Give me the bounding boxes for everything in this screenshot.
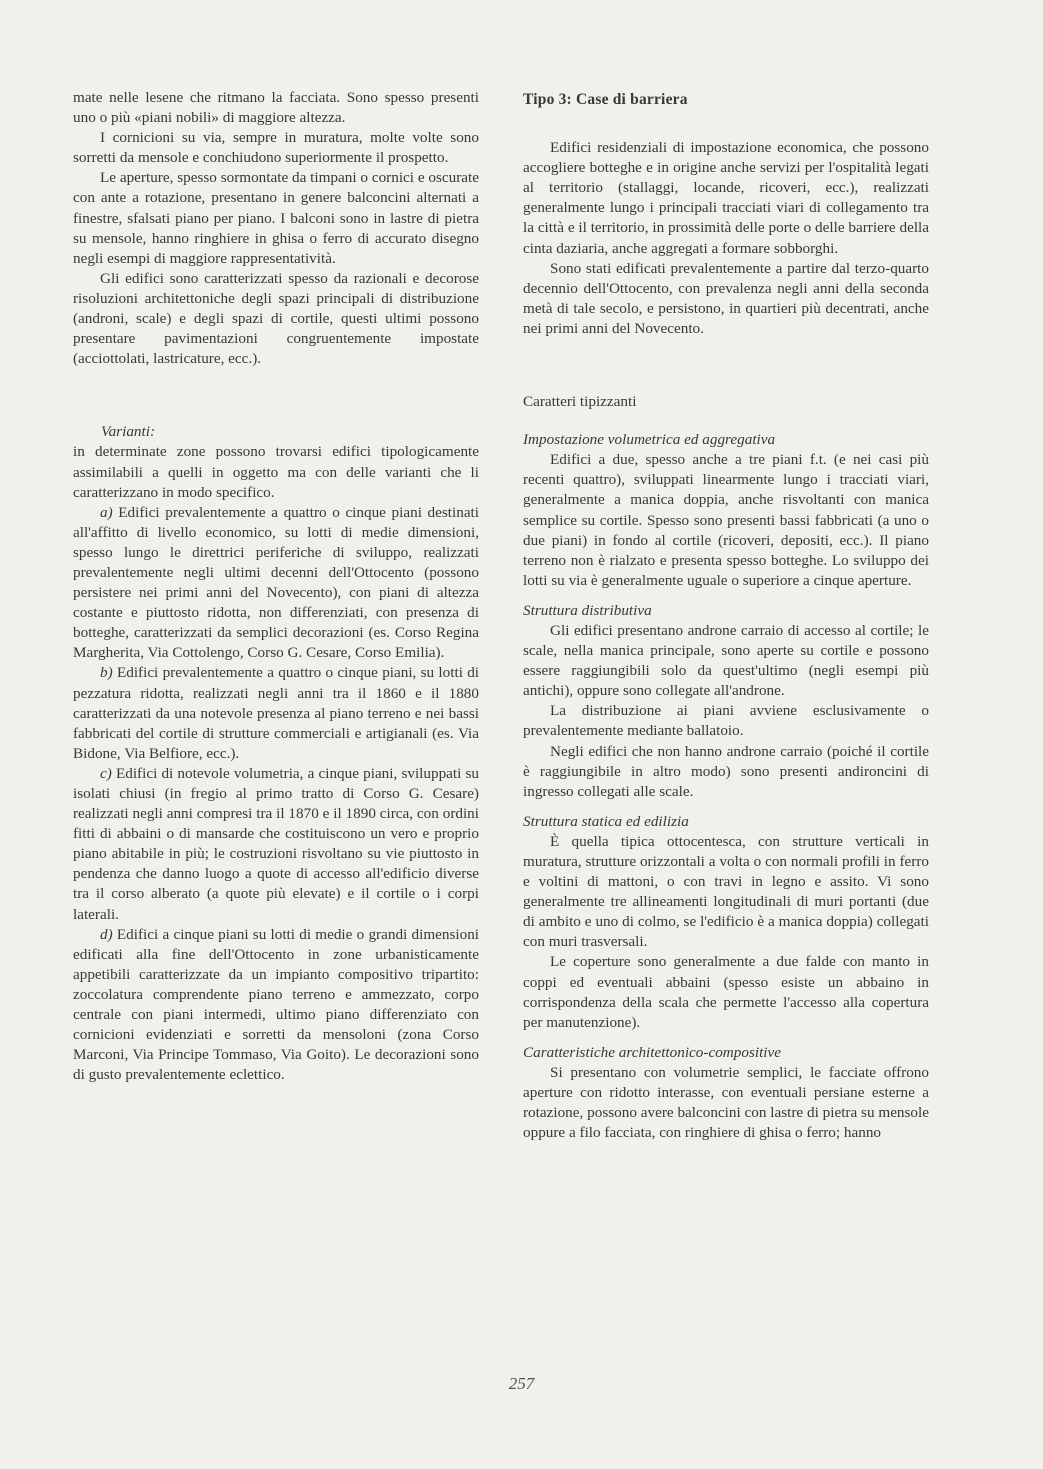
variant-c [73,764,479,925]
variant-label: c) [100,764,112,782]
spacer [73,369,479,422]
variant-a [73,503,479,664]
page-number: 257 [508,1374,535,1393]
subheading-distributiva: Struttura distributiva [523,601,652,619]
variant-text: Edifici di notevole volumetria, a cinque piani, sviluppati su isolati chiusi (in fregio al primo tratto di Corso G. Cesare) realizzati negli anni compresi tra il 1870 e il 1890 circa, con ordini fitti di abbaini o di mansarde che costituiscono un vero e proprio piano abitabile in più; le costruzioni risvoltano su vie piuttosto in pendenza che danno luogo a quote di accesso all'edificio diverse tra il corso alberato (a quote più elevate) e il cortile o i corpi laterali. [73,764,480,923]
spacer [523,591,929,601]
variant-d [73,925,479,1086]
paragraph: La distribuzione ai piani avviene esclusivamente o prevalentemente mediante ballatoio. [523,702,929,740]
variant-label: a) [100,503,113,521]
left-column [73,88,479,1085]
right-column [523,88,929,1143]
variant-label: b) [100,664,113,682]
paragraph: È quella tipica ottocentesca, con strutture verticali in muratura, strutture orizzontali a volta o con normali profili in ferro e voltini di mattoni, o con travi in legno e assito. Vi sono generalmente tre allineamenti longitudinali di muri portanti (due di ambito e uno di colmo, se l'edificio è a manica doppia) collegati con muri trasversali. [523,832,929,951]
paragraph: Negli edifici che non hanno androne carraio (poiché il cortile è raggiungibile in altro modo) sono presenti andironcini di ingresso collegati alle scale. [523,742,929,800]
varianti-heading: Varianti: [101,423,156,441]
paragraph: Le coperture sono generalmente a due falde con manto in coppi ed eventuali abbaini (spesso esiste un abbaino in corrispondenza della scala che permette l'accesso alla copertura per manutenzione). [523,953,929,1031]
spacer [523,1033,929,1043]
paragraph: Gli edifici presentano androne carraio di accesso al cortile; le scale, nella manica principale, sono aperte su cortile e possono essere raggiungibili solo da quest'ultimo (negli esempi più antichi), oppure sono collegate all'androne. [523,621,929,700]
spacer [523,110,929,138]
paragraph: Si presentano con volumetrie semplici, le facciate offrono aperture con ridotto interasse, con eventuali persiane esterne a rotazione, possono avere balconcini con lastre di pietra su mensole oppure a filo facciata, con ringhiere di ghisa o ferro; hanno [523,1063,929,1142]
paragraph: I cornicioni su via, sempre in muratura, molte volte sono sorretti da mensole e conchiudono superiormente il prospetto. [73,129,479,167]
paragraph: Gli edifici sono caratterizzati spesso da razionali e decorose risoluzioni architettoniche degli spazi principali di distribuzione (androni, scale) e degli spazi di cortile, questi ultimi possono presentare pavimentazioni congruentemente impostate (acciottolati, lastricature, ecc.). [73,269,479,368]
subheading-caratteristiche: Caratteristiche architettonico-compositive [523,1043,781,1061]
spacer [523,412,929,430]
variant-label: d) [100,925,113,943]
variant-text: Edifici a cinque piani su lotti di medie o grandi dimensioni edificati alla fine dell'Ottocento in zone urbanisticamente appetibili caratterizzate da un impianto compositivo tripartito: zoccolatura comprendente piano terreno e ammezzato, corpo centrale con piani intermedi, ultimo piano differenziato con cornicioni evidenziati e sorretti da mensoloni (zona Corso Marconi, Via Principe Tommaso, Via Goito). Le decorazioni sono di gusto prevalentemente eclettico. [73,925,480,1084]
variant-text: Edifici prevalentemente a quattro o cinque piani destinati all'affitto di livello economico, su lotti di medie dimensioni, spesso lungo le direttrici periferiche di sviluppo, realizzati prevalentemente negli ultimi decenni dell'Ottocento (possono persistere nei primi anni del Novecento), con piani di altezza costante e piuttosto ridotta, non differenziati, con presenza di botteghe, caratterizzati da semplici decorazioni (es. Corso Regina Margherita, Via Cottolengo, Corso G. Cesare, Corso Emilia). [73,503,479,662]
section-title: Tipo 3: Case di barriera [523,91,688,108]
paragraph: Edifici a due, spesso anche a tre piani f.t. (e nei casi più recenti quattro), sviluppati linearmente lungo i tracciati viari, generalmente a manica doppia, anche risvoltanti con manica semplice su cortile. Spesso sono presenti bassi fabbricati (a uno o due piani) in fondo al cortile (ricoveri, depositi, ecc.). Il piano terreno non è rialzato e presenta spesso botteghe. Lo sviluppo dei lotti su via è generalmente uguale o superiore a cinque aperture. [523,451,929,589]
paragraph: Sono stati edificati prevalentemente a partire dal terzo-quarto decennio dell'Ottocento, con prevalenza negli anni della seconda metà di tale secolo, e persistono, in quartieri più decentrati, anche nei primi anni del Novecento. [523,259,929,337]
varianti-intro: in determinate zone possono trovarsi edifici tipologicamente assimilabili a quelli in oggetto ma con delle varianti che li caratterizzano in modo specifico. [73,443,479,501]
spacer [523,339,929,392]
variant-text: Edifici prevalentemente a quattro o cinque piani, su lotti di pezzatura ridotta, realizzati negli anni tra il 1860 e il 1880 caratterizzati da una notevole presenza al piano terreno e nei bassi fabbricati del cortile di strutture commerciali e artigianali (es. Via Bidone, Via Belfiore, ecc.). [73,664,480,762]
paragraph: Edifici residenziali di impostazione economica, che possono accogliere botteghe e in origine anche servizi per l'ospitalità legati al territorio (stallaggi, locande, ricoveri, ecc.), realizzati generalmente lungo i principali tracciati viari di collegamento tra la città e il territorio, in prossimità delle porte o delle barriere della cinta daziaria, anche aggregati a formare sobborghi. [523,139,929,257]
subheading-statica: Struttura statica ed edilizia [523,812,689,830]
subheading-impostazione: Impostazione volumetrica ed aggregativa [523,431,776,449]
spacer [523,802,929,812]
paragraph: Le aperture, spesso sormontate da timpani o cornici e oscurate con ante a rotazione, presentano in genere balconcini alternati a finestre, sfalsati piano per piano. I balconi sono in lastre di pietra su mensole, hanno ringhiere in ghisa o ferro di accurato disegno negli esempi di maggiore rappresentatività. [73,169,479,267]
caratteri-heading: Caratteri tipizzanti [523,393,637,411]
variant-b [73,663,479,763]
paragraph: mate nelle lesene che ritmano la facciata. Sono spesso presenti uno o più «piani nobili» di maggiore altezza. [73,89,479,127]
